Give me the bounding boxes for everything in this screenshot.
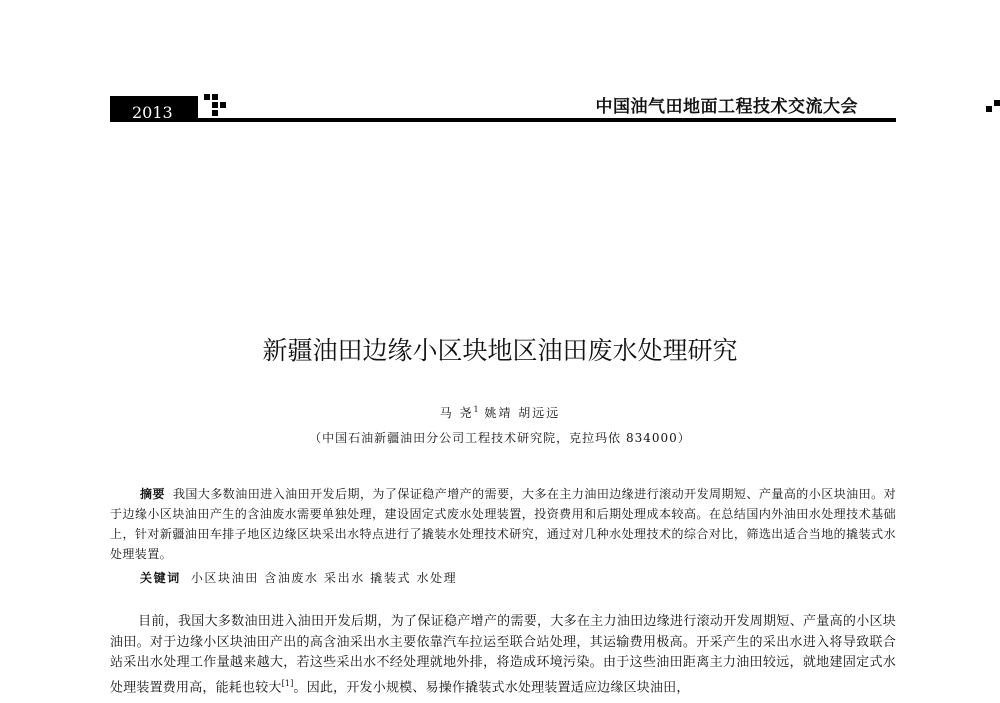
citation-ref: [1] — [281, 678, 294, 688]
keywords-label: 关键词 — [140, 571, 181, 585]
author-line — [0, 402, 1000, 421]
body-text-end: 。因此，开发小规模、易操作撬装式水处理装置适应边缘区块油田， — [293, 679, 690, 695]
header-rule — [110, 118, 896, 122]
square-ornament-icon — [984, 92, 1000, 116]
paper-title: 新疆油田边缘小区块地区油田废水处理研究 — [262, 336, 738, 365]
abstract-text: 我国大多数油田进入油田开发后期，为了保证稳产增产的需要，大多在主力油田边缘进行滚动开发周期短、产量高的小区块油田。对于边缘小区块油田产生的含油废水需要单独处理，建设固定式废水处理装置，投资费用和后期处理成本较高。在总结国内外油田水处理技术基础上，针对新疆油田车排子地区边缘区块采出水特点进行了撬装水处理技术研究，通过对几种水处理技术的综合对比，筛选出适合当地的撬装式水处理装置。 — [110, 487, 896, 561]
author-affiliation-mark: 1 — [473, 405, 479, 414]
abstract-label: 摘要 — [140, 487, 165, 501]
abstract — [110, 484, 896, 564]
affiliation: （中国石油新疆油田分公司工程技术研究院，克拉玛依 834000） — [309, 431, 691, 445]
running-header — [110, 92, 896, 130]
body-paragraph — [110, 612, 896, 698]
header-year: 2013 — [132, 103, 173, 122]
author-first: 马 尧 — [439, 406, 474, 420]
year-block — [110, 96, 198, 122]
author-rest: 姚靖 胡远远 — [484, 406, 561, 420]
keywords-text: 小区块油田 含油废水 采出水 撬装式 水处理 — [190, 571, 458, 585]
conference-name: 中国油气田地面工程技术交流大会 — [595, 97, 858, 117]
square-ornament-icon — [202, 92, 230, 116]
keywords — [140, 570, 457, 586]
body-text-start: 目前，我国大多数油田进入油田开发后期，为了保证稳产增产的需要，大多在主力油田边缘进行滚动开发周期短、产量高的小区块油田。对于边缘小区块油田产出的高含油采出水主要依靠汽车拉运至联合站处理，其运输费用极高。开采产生的采出水进入将导致联合站采出水处理工作量越来越大，若这些采出水不经处理就地外排，将造成环境污染。由于这些油田距离主力油田较远，就地建固定式水处理装置费用高，能耗也较大 — [110, 614, 896, 695]
